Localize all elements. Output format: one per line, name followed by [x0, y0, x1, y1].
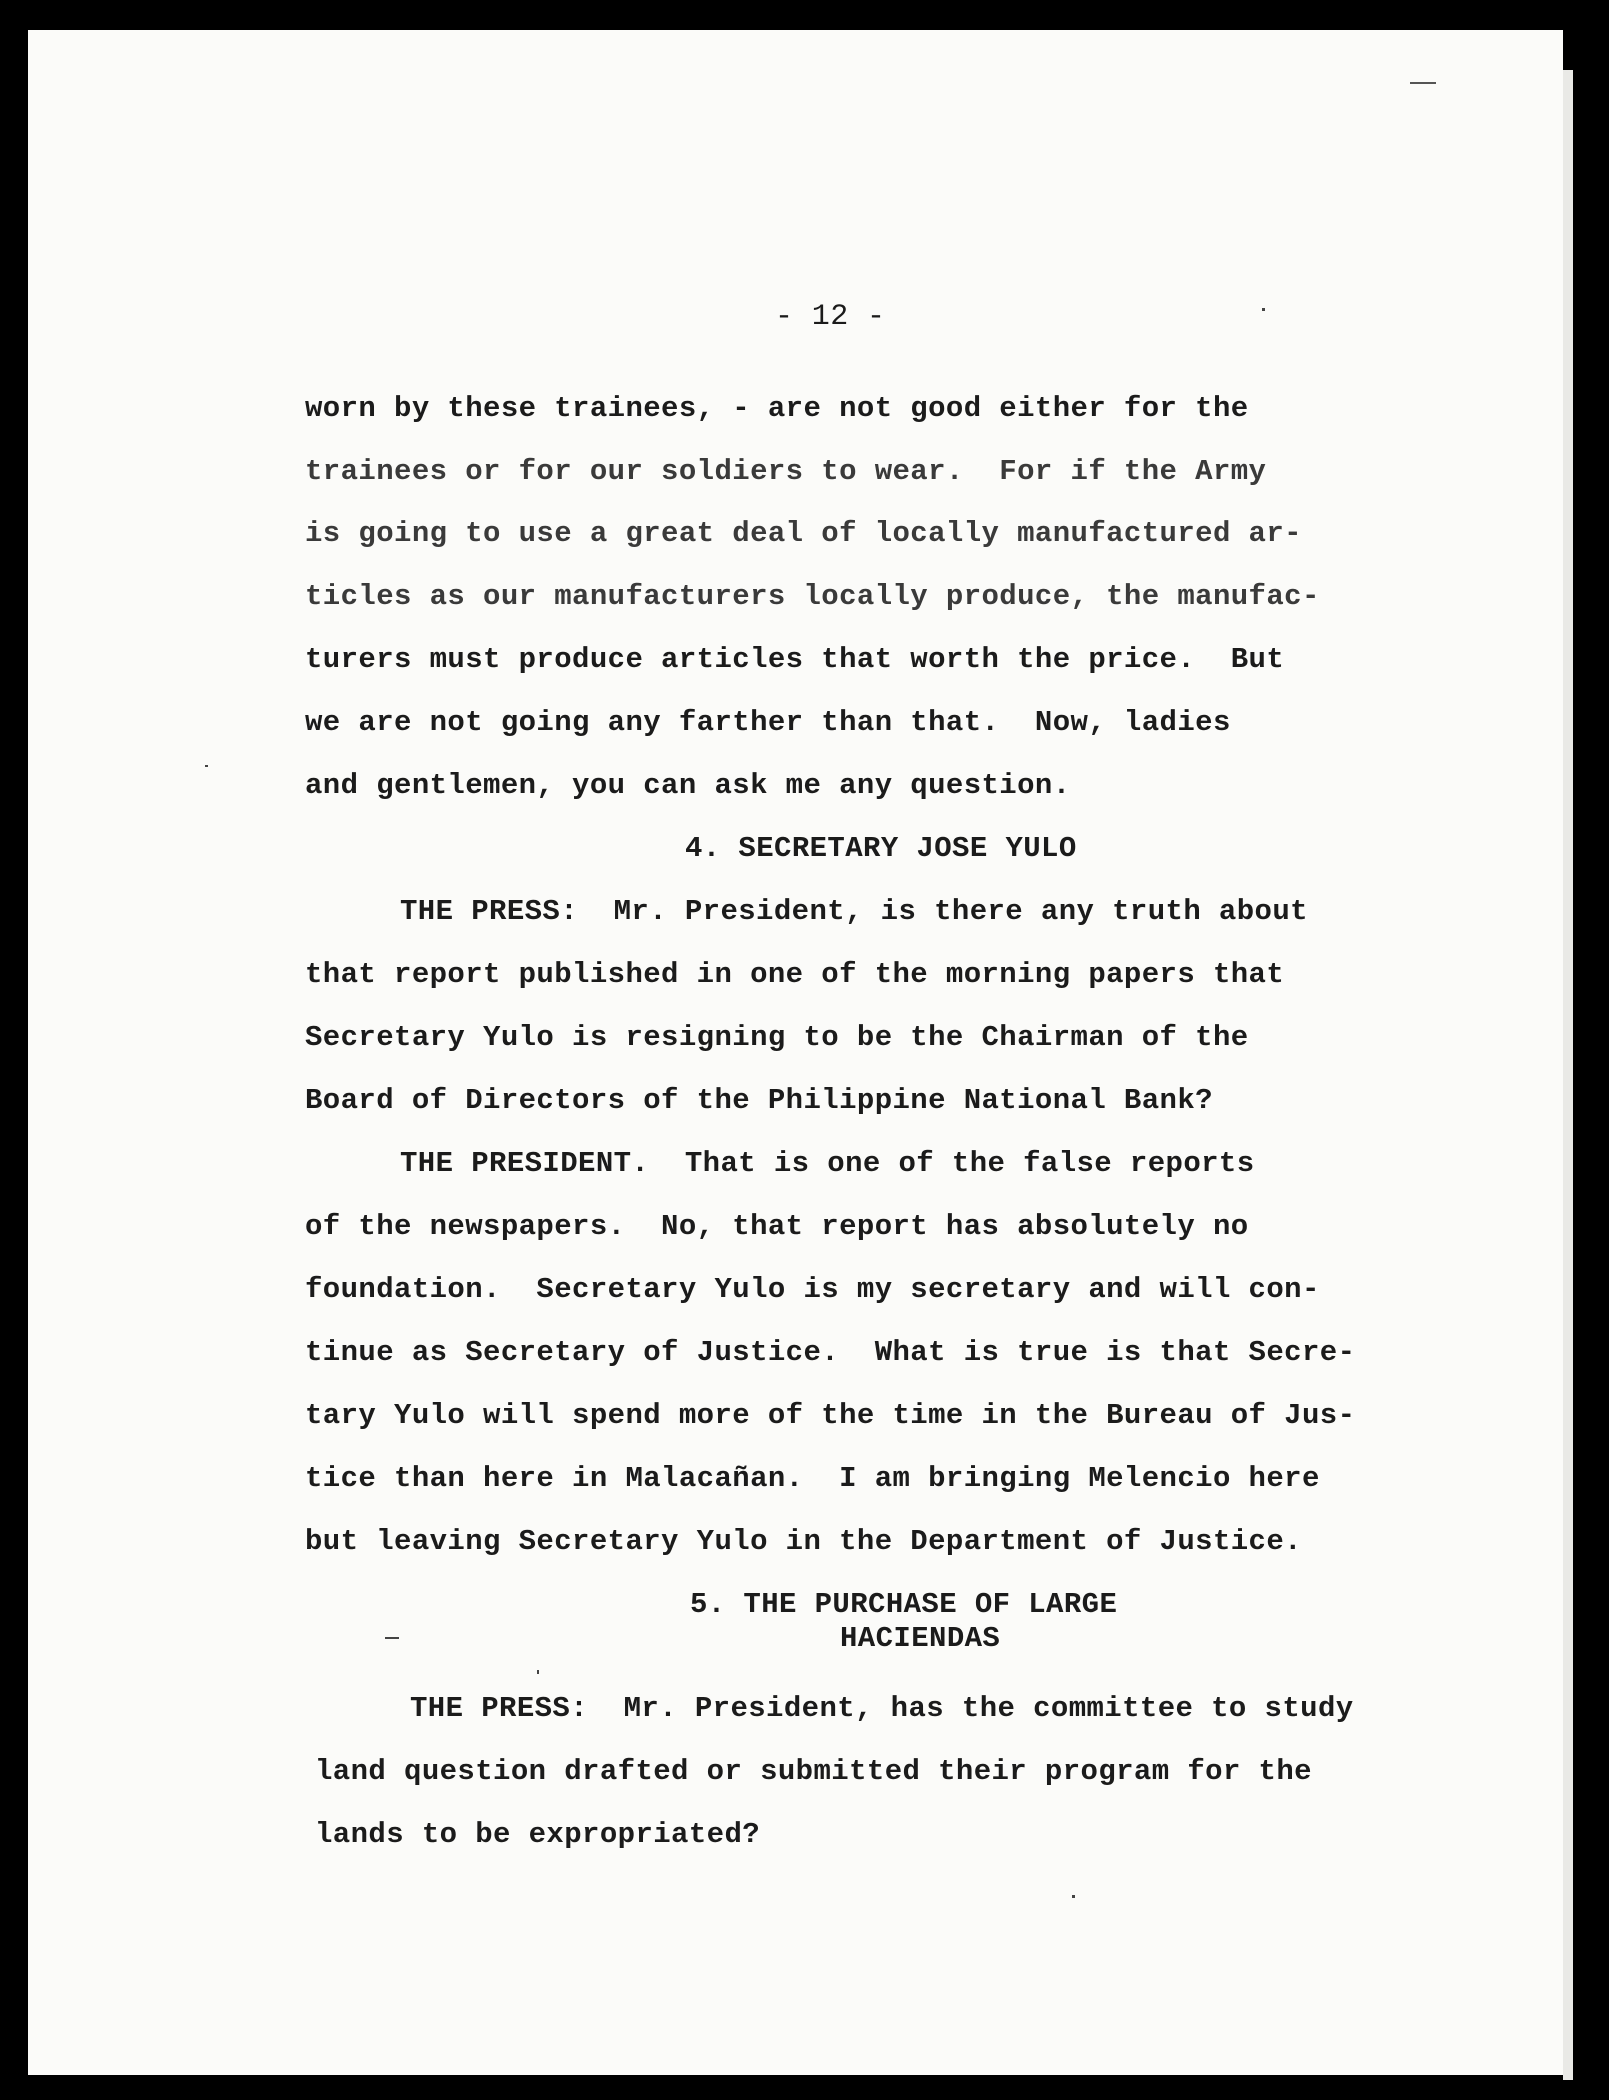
scan-speck [537, 1670, 539, 1674]
text-line: turers must produce articles that worth the price. But [305, 643, 1285, 676]
scan-speck [1262, 308, 1265, 311]
text-line: of the newspapers. No, that report has absolutely no [305, 1210, 1249, 1243]
section-heading: 5. THE PURCHASE OF LARGE [690, 1588, 1118, 1621]
text-line: tinue as Secretary of Justice. What is true is that Secre- [305, 1336, 1356, 1369]
scan-speck [385, 1637, 399, 1639]
text-line: ticles as our manufacturers locally produce, the manufac- [305, 580, 1320, 613]
text-line: Board of Directors of the Philippine National Bank? [305, 1084, 1213, 1117]
text-line: is going to use a great deal of locally manufactured ar- [305, 517, 1302, 550]
text-line: tice than here in Malacañan. I am bringing Melencio here [305, 1462, 1320, 1495]
text-line: but leaving Secretary Yulo in the Department of Justice. [305, 1525, 1302, 1558]
scan-speck [205, 765, 208, 767]
text-line: Secretary Yulo is resigning to be the Chairman of the [305, 1021, 1249, 1054]
text-line: THE PRESS: Mr. President, has the committee to study [410, 1692, 1354, 1725]
text-line: we are not going any farther than that. Now, ladies [305, 706, 1231, 739]
scan-speck [1072, 1895, 1075, 1898]
page-edge-shadow [1563, 70, 1573, 2080]
text-line: THE PRESS: Mr. President, is there any truth about [400, 895, 1308, 928]
text-line: trainees or for our soldiers to wear. For if the Army [305, 455, 1267, 488]
section-heading: 4. SECRETARY JOSE YULO [685, 832, 1077, 865]
text-line: land question drafted or submitted their program for the [315, 1755, 1312, 1788]
text-line: THE PRESIDENT. That is one of the false reports [400, 1147, 1255, 1180]
text-line: lands to be expropriated? [315, 1818, 761, 1851]
corner-mark [1410, 82, 1436, 84]
text-line: and gentlemen, you can ask me any question. [305, 769, 1071, 802]
text-line: worn by these trainees, - are not good either for the [305, 392, 1249, 425]
text-line: that report published in one of the morning papers that [305, 958, 1285, 991]
text-line: tary Yulo will spend more of the time in the Bureau of Jus- [305, 1399, 1356, 1432]
page-number: - 12 - [775, 300, 886, 334]
section-heading-continued: HACIENDAS [840, 1622, 1001, 1655]
text-line: foundation. Secretary Yulo is my secretary and will con- [305, 1273, 1320, 1306]
